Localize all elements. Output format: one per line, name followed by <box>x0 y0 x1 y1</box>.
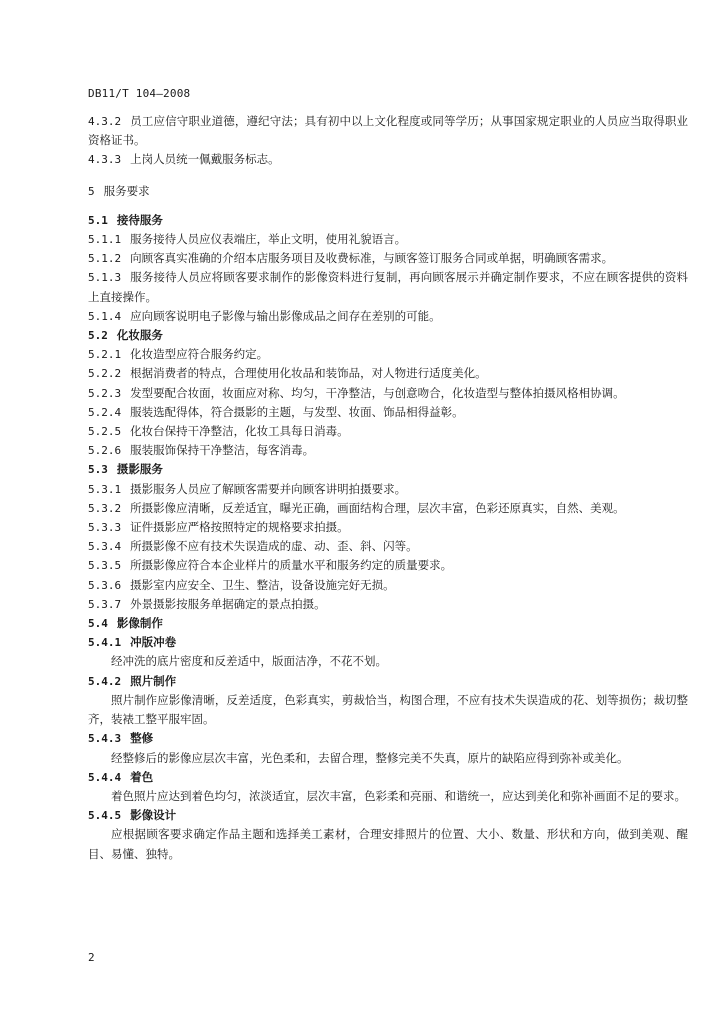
section-title: 照片制作 <box>130 673 177 688</box>
clause-text: 摄影室内应安全、卫生、整洁，设备设施完好无损。 <box>130 577 395 592</box>
clause-number: 5.3.1 <box>88 482 122 496</box>
paragraph-5-4-1: 经冲洗的底片密度和反差适中，版面洁净，不花不划。 <box>111 654 387 669</box>
clause-5-1-1 <box>88 230 688 249</box>
section-number: 5.1 <box>88 213 108 227</box>
section-title: 影像设计 <box>130 808 177 823</box>
section-5-2-heading <box>88 326 688 345</box>
clause-5-2-6 <box>88 441 688 460</box>
clause-5-1-2 <box>88 249 688 268</box>
clause-text: 摄影服务人员应了解顾客需要并向顾客讲明拍摄要求。 <box>130 481 407 496</box>
clause-5-3-7 <box>88 595 688 614</box>
section-number: 5.4.5 <box>88 809 122 823</box>
section-title: 着色 <box>130 769 154 784</box>
clause-5-3-5 <box>88 556 688 575</box>
clause-4-3-2 <box>88 112 688 150</box>
clause-5-1-4 <box>88 307 688 326</box>
section-title: 化妆服务 <box>116 328 163 343</box>
clause-text: 所摄影像不应有技术失误造成的虚、动、歪、斜、闪等。 <box>130 539 418 554</box>
section-title: 接待服务 <box>116 212 163 227</box>
section-5-4-4-heading <box>88 768 688 787</box>
clause-5-2-5 <box>88 422 688 441</box>
clause-number: 5.3.5 <box>88 559 122 573</box>
section-number: 5.4.4 <box>88 770 122 784</box>
paragraph-5-4-2: 照片制作应影像清晰，反差适度，色彩真实，剪裁恰当，构图合理，不应有技术失误造成的花、划等损伤；裁切整齐，装裱工整平服牢固。 <box>88 692 688 727</box>
section-5-4-3-heading <box>88 729 688 748</box>
section-title: 整修 <box>130 731 154 746</box>
clause-text: 所摄影像应清晰，反差适宜，曝光正确，画面结构合理，层次丰富，色彩还原真实，自然、美观。 <box>130 500 625 515</box>
clause-text: 化妆台保持干净整洁，化妆工具每日消毒。 <box>130 424 349 439</box>
section-number: 5.4.1 <box>88 636 122 650</box>
section-5-heading <box>88 182 688 201</box>
clause-text: 服务接待人员应将顾客要求制作的影像资料进行复制，再向顾客展示并确定制作要求，不应在顾客提供的资料上直接操作。 <box>88 270 688 304</box>
clause-text: 根据消费者的特点，合理使用化妆品和装饰品，对人物进行适度美化。 <box>130 366 487 381</box>
clause-text: 服装选配得体，符合摄影的主题，与发型、妆面、饰品相得益彰。 <box>130 404 464 419</box>
section-title: 摄影服务 <box>116 462 163 477</box>
section-number: 5.4 <box>88 617 108 631</box>
doc-code: DB11/T 104—2008 <box>88 87 191 100</box>
clause-5-3-1 <box>88 480 688 499</box>
clause-number: 5.2.6 <box>88 444 122 458</box>
clause-5-2-1 <box>88 345 688 364</box>
clause-text: 化妆造型应符合服务约定。 <box>130 347 269 362</box>
clause-number: 4.3.2 <box>88 115 122 128</box>
clause-text: 外景摄影按服务单据确定的景点拍摄。 <box>130 596 326 611</box>
clause-5-2-2 <box>88 364 688 383</box>
clause-number: 5.3.3 <box>88 521 122 535</box>
page-number: 2 <box>88 951 95 964</box>
document-body <box>88 112 688 864</box>
clause-5-2-4 <box>88 403 688 422</box>
paragraph-5-4-4: 着色照片应达到着色均匀，浓淡适宜，层次丰富，色彩柔和亮丽、和谐统一，应达到美化和弥补画面不足的要求。 <box>111 788 686 803</box>
clause-number: 5.2.4 <box>88 405 122 419</box>
section-5-4-1-heading <box>88 633 688 652</box>
section-5-1-heading <box>88 211 688 230</box>
section-5-3-heading <box>88 460 688 479</box>
clause-5-3-3 <box>88 518 688 537</box>
clause-text: 服务接待人员应仪表端庄，举止文明，使用礼貌语言。 <box>130 232 407 247</box>
paragraph-5-4-3: 经整修后的影像应层次丰富，光色柔和，去留合理，整修完美不失真，原片的缺陷应得到弥补或美化。 <box>111 750 629 765</box>
clause-number: 4.3.3 <box>88 153 122 167</box>
clause-number: 5.1.4 <box>88 309 122 323</box>
clause-number: 5.2.5 <box>88 425 122 439</box>
clause-5-3-6 <box>88 576 688 595</box>
section-number: 5.2 <box>88 329 108 343</box>
clause-number: 5.2.2 <box>88 367 122 381</box>
clause-number: 5.3.7 <box>88 597 122 611</box>
clause-text: 证件摄影应严格按照特定的规格要求拍摄。 <box>130 520 349 535</box>
section-number: 5.3 <box>88 463 108 477</box>
clause-text: 应向顾客说明电子影像与输出影像成品之间存在差别的可能。 <box>130 308 441 323</box>
clause-number: 5.2.3 <box>88 386 122 400</box>
section-number: 5.4.3 <box>88 732 122 746</box>
clause-5-1-3 <box>88 268 688 306</box>
clause-text: 服装服饰保持干净整洁，每客消毒。 <box>130 443 315 458</box>
clause-text: 上岗人员统一佩戴服务标志。 <box>130 152 280 167</box>
clause-text: 员工应信守职业道德，遵纪守法；具有初中以上文化程度或同等学历；从事国家规定职业的人员应当取得职业资格证书。 <box>88 114 688 148</box>
clause-5-3-4 <box>88 537 688 556</box>
clause-4-3-3 <box>88 150 688 169</box>
clause-number: 5.1.2 <box>88 252 122 266</box>
clause-number: 5.3.6 <box>88 578 122 592</box>
section-title: 冲版冲卷 <box>130 635 177 650</box>
clause-text: 所摄影像应符合本企业样片的质量水平和服务约定的质量要求。 <box>130 558 453 573</box>
clause-text: 向顾客真实准确的介绍本店服务项目及收费标准，与顾客签订服务合同或单据，明确顾客需求。 <box>130 251 614 266</box>
section-5-4-2-heading <box>88 672 688 691</box>
clause-number: 5.2.1 <box>88 348 122 362</box>
clause-text: 发型要配合妆面，妆面应对称、均匀，干净整洁，与创意吻合，化妆造型与整体拍摄风格相协调。 <box>130 385 625 400</box>
section-5-4-heading <box>88 614 688 633</box>
clause-number: 5.3.4 <box>88 540 122 554</box>
clause-number: 5.3.2 <box>88 501 122 515</box>
section-title: 影像制作 <box>116 616 163 631</box>
section-title: 服务要求 <box>103 183 150 198</box>
section-number: 5.4.2 <box>88 674 122 688</box>
section-number: 5 <box>88 184 95 198</box>
section-5-4-5-heading <box>88 806 688 825</box>
clause-5-3-2 <box>88 499 688 518</box>
paragraph-5-4-5: 应根据顾客要求确定作品主题和选择美工素材，合理安排照片的位置、大小、数量、形状和方向，做到美观、醒目、易懂、独特。 <box>88 827 688 861</box>
clause-number: 5.1.3 <box>88 271 122 285</box>
clause-5-2-3 <box>88 384 688 403</box>
clause-number: 5.1.1 <box>88 233 122 247</box>
